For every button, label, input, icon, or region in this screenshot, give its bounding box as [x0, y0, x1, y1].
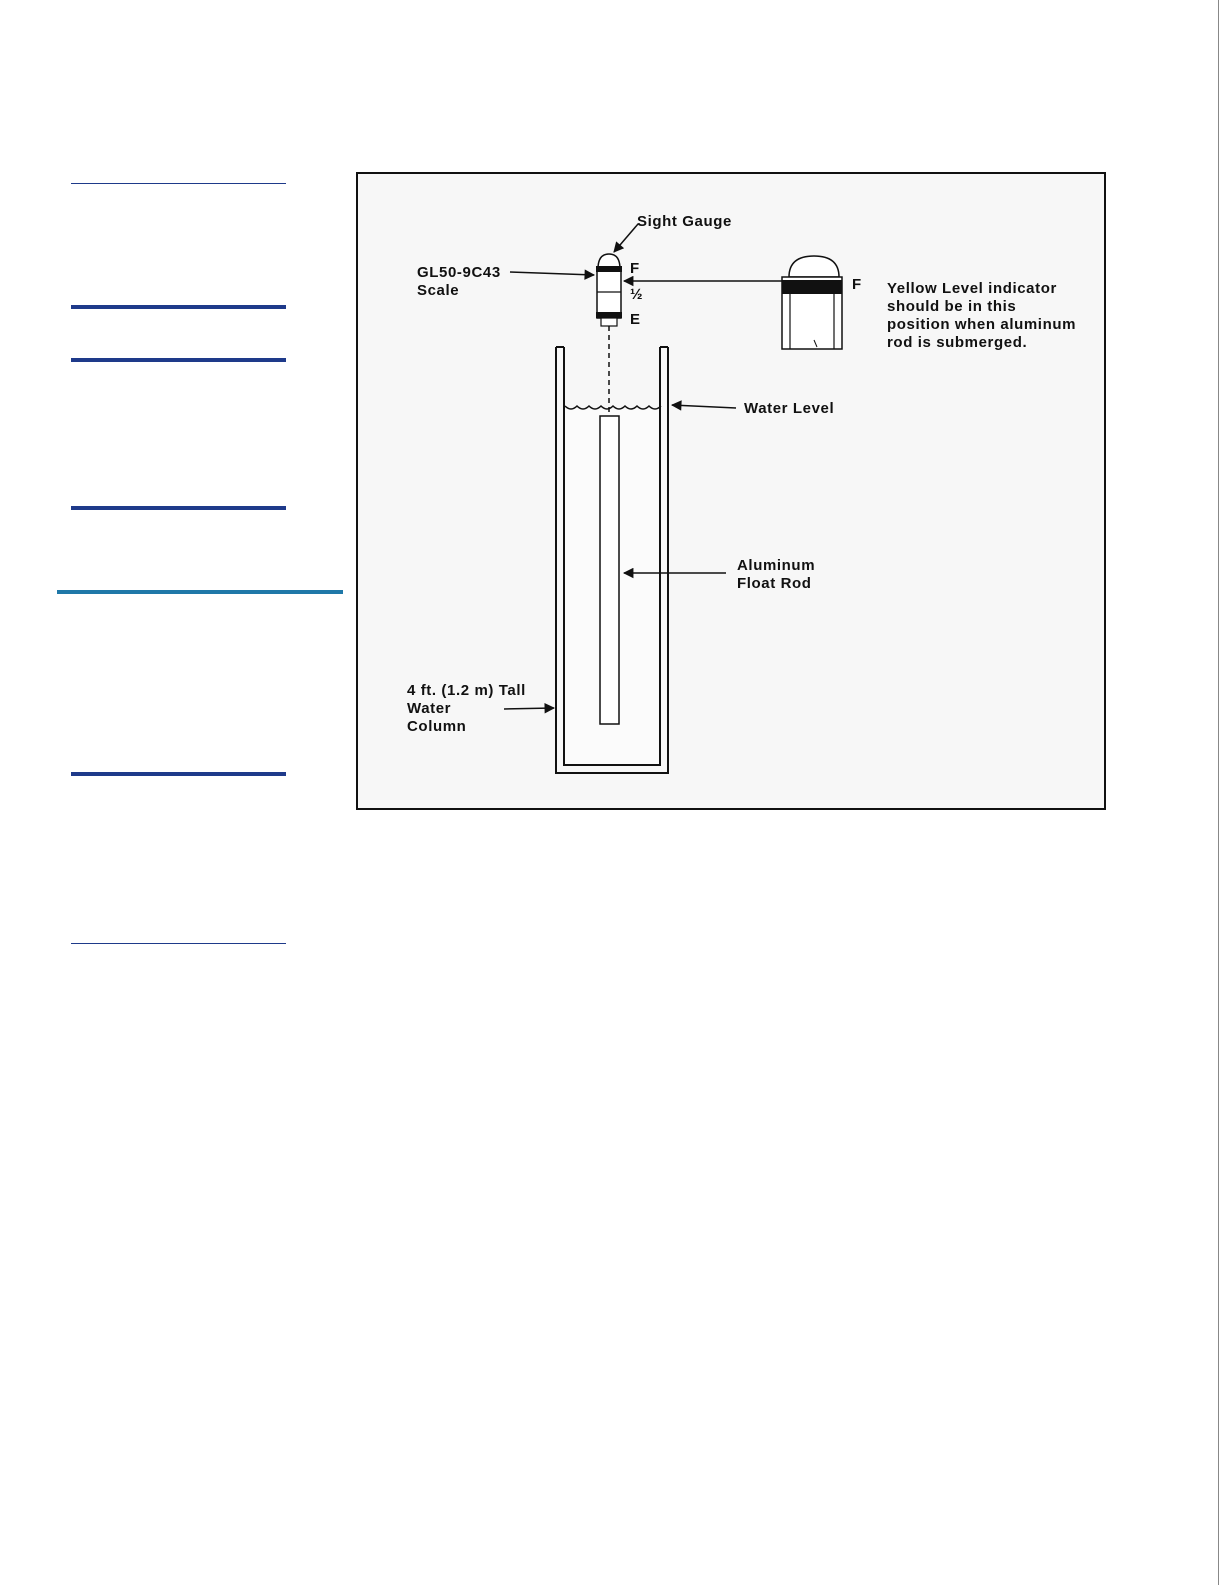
figure-diagram — [358, 174, 1104, 808]
label-water-level: Water Level — [744, 400, 835, 417]
sidebar-rule-6 — [71, 943, 286, 944]
label-column-line1: 4 ft. (1.2 m) Tall — [407, 682, 526, 699]
gauge-mark-half: ½ — [630, 286, 643, 303]
arrow-scale — [510, 272, 594, 275]
label-column-line2: Water — [407, 700, 452, 717]
label-sight-gauge: Sight Gauge — [637, 213, 732, 230]
sidebar-rule-3 — [71, 358, 286, 362]
gauge-mark-empty: E — [630, 311, 641, 328]
sidebar-rule-4 — [71, 506, 286, 510]
sight-gauge-calibration-figure — [356, 172, 1106, 810]
label-float-line2: Float Rod — [737, 575, 812, 592]
sight-gauge — [596, 254, 622, 326]
label-yellow-line1: Yellow Level indicator — [887, 280, 1057, 297]
arrow-water-level — [672, 405, 736, 408]
label-yellow-line3: position when aluminum — [887, 316, 1077, 333]
label-float-line1: Aluminum — [737, 557, 816, 574]
label-scale-line1: GL50-9C43 — [417, 264, 501, 281]
sidebar-rule-1 — [71, 183, 286, 184]
arrow-sight-gauge — [614, 224, 638, 252]
detail-mark-full: F — [852, 276, 862, 293]
gauge-mark-full: F — [630, 260, 640, 277]
gauge-detail — [782, 256, 842, 349]
label-yellow-line2: should be in this — [887, 298, 1017, 315]
label-yellow-line4: rod is submerged. — [887, 334, 1028, 351]
sidebar-rule-5 — [71, 772, 286, 776]
page-edge-line — [1218, 0, 1219, 1585]
arrow-water-column — [504, 708, 554, 709]
aluminum-float-rod — [600, 416, 619, 724]
sidebar-rule-2 — [71, 305, 286, 309]
label-column-line3: Column — [407, 718, 467, 735]
label-scale-line2: Scale — [417, 282, 460, 299]
section-accent-rule — [57, 590, 343, 594]
